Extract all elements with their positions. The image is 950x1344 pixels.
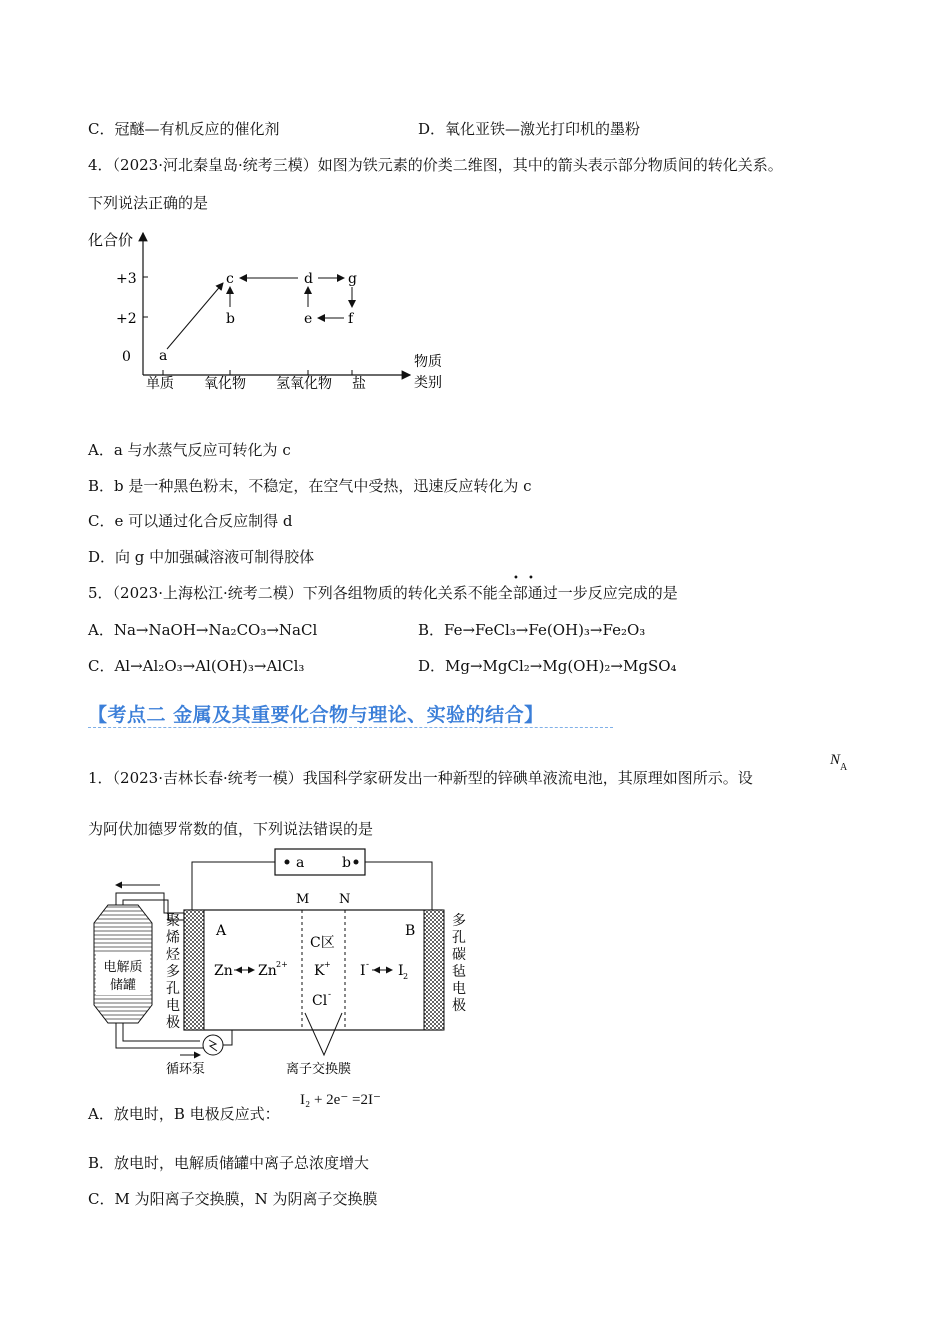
na-symbol: $N_A$ [830,752,848,773]
zn-charge: 2+ [276,960,288,969]
iodine-sub: 2 [403,972,409,981]
k-charge: + [324,960,331,969]
q5-option-b: B．Fe→FeCl₃→Fe(OH)₃→Fe₂O₃ [418,621,646,639]
x-cat-salt: 盐 [352,376,366,392]
q5-option-a: A．Na→NaOH→Na₂CO₃→NaCl [88,621,318,639]
label-B: B [405,923,416,939]
iodine: I [398,963,404,979]
zinc-iodine-battery-diagram [80,845,480,1080]
point-d: d [304,271,313,287]
emphasis-dot-2: • [528,573,534,584]
point-f: f [348,311,354,327]
terminal-a: a [296,855,305,871]
q4-option-b: B．b 是一种黑色粉末，不稳定，在空气中受热，迅速反应转化为 c [88,477,532,495]
zn-ion: Zn [258,963,277,979]
right-electrode [424,910,444,1030]
wire-left [192,862,275,910]
point-a: a [159,348,168,364]
q5-stem-prefix: 5．（2023·上海松江·统考二模）下列各组物质的转化关系 [88,584,468,602]
c-zone: C区 [310,935,335,951]
left-electrode [184,910,204,1030]
q4-stem-line2: 下列说法正确的是 [88,194,209,212]
q4-option-a: A．a 与水蒸气反应可转化为 c [88,441,291,459]
q1-stem-line2: 为阿伏加德罗常数的值，下列说法错误的是 [88,820,374,838]
q4-option-c: C．e 可以通过化合反应制得 d [88,512,293,530]
right-electrode-label: 多孔碳毡电极 [452,913,466,1014]
q1-option-a [88,1103,280,1124]
iodide-ion: I [360,963,366,979]
q3-option-d: D．氧化亚铁—激光打印机的墨粉 [418,120,641,138]
label-A: A [216,923,227,939]
point-e: e [304,311,313,327]
q5-stem [88,582,678,603]
q4-stem-line1: 4．（2023·河北秦皇岛·统考三模）如图为铁元素的价类二维图，其中的箭头表示部分物质间的转化关系。 [88,156,783,174]
arrow-a-to-c [167,283,223,349]
wire-right [365,862,432,910]
q1-option-b: B．放电时，电解质储罐中离子总浓度增大 [88,1154,370,1172]
section-title: 【考点二 金属及其重要化合物与理论、实验的结合】 [88,704,544,726]
point-g: g [348,271,357,287]
q5-option-d: D．Mg→MgCl₂→Mg(OH)₂→MgSO₄ [418,657,677,675]
point-b: b [226,311,235,327]
cl-ion: Cl [312,993,328,1009]
emphasis-dot-1: • [513,573,519,584]
q5-stem-emphasis: 不能 [467,584,498,602]
q1-option-a-text: A．放电时，B 电极反应式： [88,1105,280,1123]
x-cat-hydroxide: 氢氧化物 [276,376,332,392]
iodide-charge: - [366,960,370,970]
q5-stem-suffix: 全部通过一步反应完成的是 [497,584,678,602]
q3-option-c: C．冠醚—有机反应的催化剂 [88,120,280,138]
iron-valence-class-chart [80,225,480,395]
k-ion: K [314,963,325,979]
tank-label-2: 储罐 [109,978,137,993]
q4-option-d: D．向 g 中加强碱溶液可制得胶体 [88,548,315,566]
x-cat-elemental: 单质 [146,376,174,392]
terminal-b: b [342,855,351,871]
section-underline [88,727,613,728]
cl-charge: - [328,990,332,1000]
point-c: c [226,271,234,287]
x-axis-title-1: 物质 [414,354,442,370]
y-tick-plus3: +3 [116,271,137,287]
pump-label: 循环泵 [166,1062,206,1077]
x-axis-title-2: 类别 [414,375,442,391]
q1-stem-line1: 1．（2023·吉林长春·统考一模）我国科学家研发出一种新型的锌碘单液流电池，其原理如图所示。设 [88,769,753,787]
zn-left: Zn [214,963,233,979]
tank-label-1: 电解质 [103,960,143,975]
y-axis-title: 化合价 [88,231,134,249]
membrane-label: 离子交换膜 [286,1062,352,1077]
left-electrode-label: 聚烯烃多孔电极 [166,913,180,1031]
y-tick-plus2: +2 [116,311,137,327]
q1-option-c: C．M 为阳离子交换膜，N 为阴离子交换膜 [88,1190,378,1208]
q5-option-c: C．Al→Al₂O₃→Al(OH)₃→AlCl₃ [88,657,305,675]
label-m: M [296,892,310,907]
y-tick-0: 0 [122,349,131,365]
q1-option-a-formula: I₂ + 2e⁻ =2I⁻ [300,1092,381,1108]
label-n: N [339,892,351,907]
x-cat-oxide: 氧化物 [204,376,246,392]
